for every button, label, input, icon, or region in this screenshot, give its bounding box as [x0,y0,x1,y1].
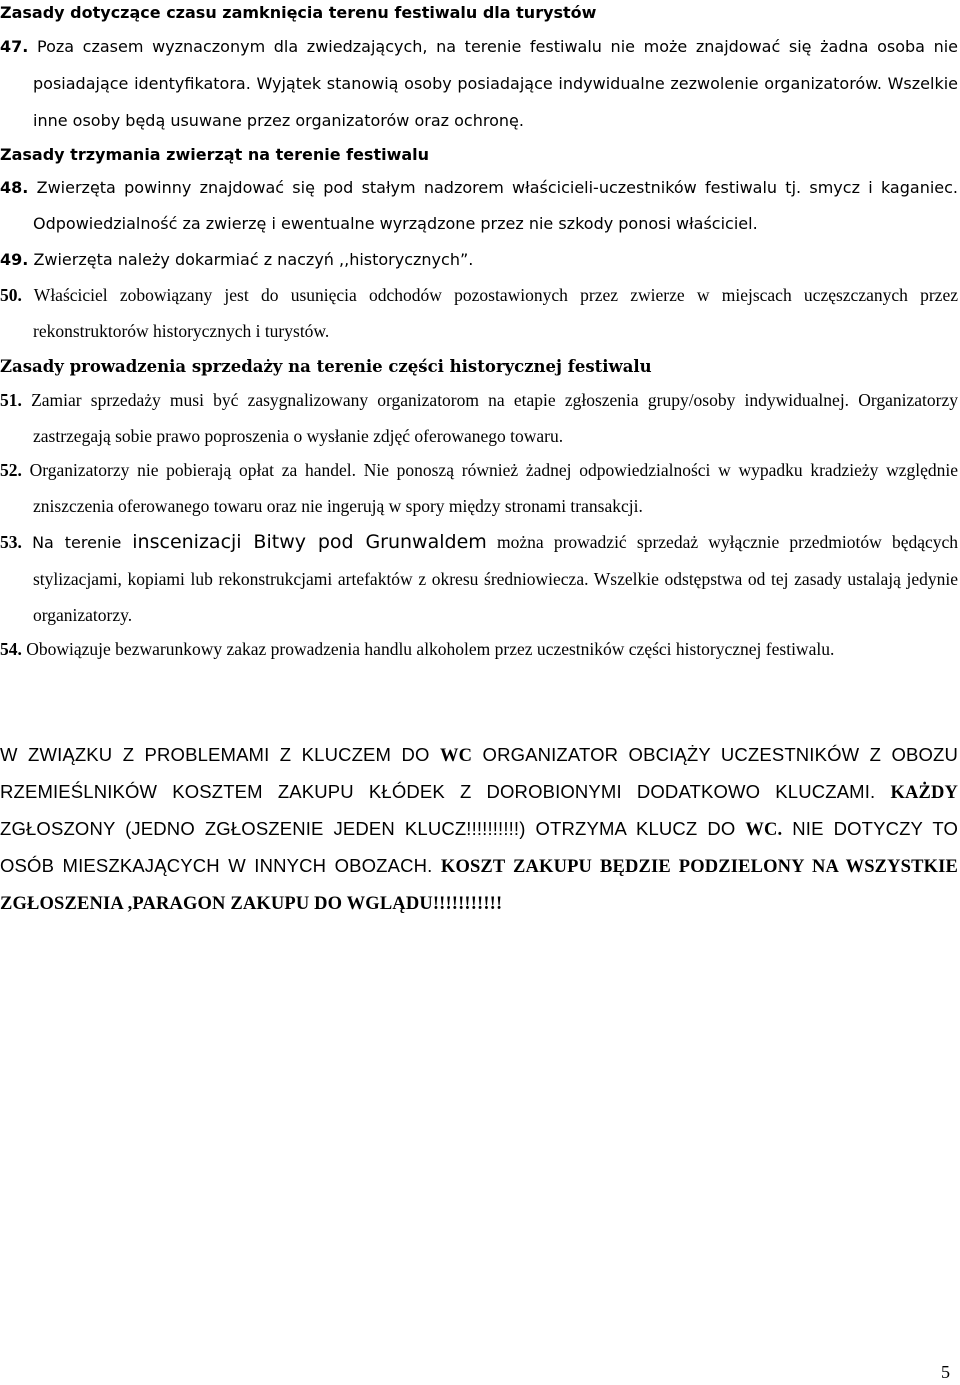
paragraph-54 [0,631,958,667]
paragraph-number: 54. [0,639,22,659]
paragraph-text-highlight: inscenizacji Bitwy pod Grunwaldem [132,531,487,553]
paragraph-text: Zwierzęta należy dokarmiać z naczyń ,,historycznych”. [33,250,474,269]
section-heading-sales: Zasady prowadzenia sprzedaży na terenie części historycznej festiwalu [0,357,652,376]
paragraph-number: 53. [0,532,22,552]
paragraph-51 [0,382,958,454]
paragraph-text: Poza czasem wyznaczonym dla zwiedzających, na terenie festiwalu nie może znajdować się żadna osoba nie posiadające identyfikatora. Wyjątek stanowią osoby posiadające indywidualne zezwolenie organizatorów. Wszelkie inne osoby będą usuwane przez organizatorów oraz ochronę. [33,37,959,130]
paragraph-text: Zamiar sprzedaży musi być zasygnalizowany organizatorom na etapie zgłoszenia grupy/osoby indywidualnej. Organizatorzy zastrzegają sobie prawo poproszenia o wysłanie zdjęć oferowanego towaru. [31,390,959,446]
paragraph-number: 52. [0,460,22,480]
notice-emphasis: KAŻDY [890,783,958,803]
paragraph-50 [0,277,958,349]
notice-text: NIE DOTYCZY TO OSÓB MIESZKAJĄCYCH W INNYCH OBOZACH. [0,818,958,876]
paragraph-text: Obowiązuje bezwarunkowy zakaz prowadzenia handlu alkoholem przez uczestników części historycznej festiwalu. [26,639,835,659]
section-heading-closing-time: Zasady dotyczące czasu zamknięcia terenu festiwalu dla turystów [0,3,597,22]
paragraph-49 [0,242,958,278]
paragraph-number: 48. [0,178,29,197]
notice-emphasis: WC [439,746,473,766]
notice-text: ORGANIZATOR OBCIĄŻY UCZESTNIKÓW Z OBOZU RZEMIEŚLNIKÓW KOSZTEM ZAKUPU KŁÓDEK Z DOROBIONYMI DODATKOWO KLUCZAMI. [0,744,958,802]
paragraph-text: można prowadzić sprzedaż wyłącznie przedmiotów będących stylizacjami, kopiami lub rekonstrukcjami artefaktów z okresu średniowiecza. Wszelkie odstępstwa od tej zasady ustalają jedynie organizatorzy. [33,532,959,625]
section-heading-animals: Zasady trzymania zwierząt na terenie festiwalu [0,145,430,164]
paragraph-text: Zwierzęta powinny znajdować się pod stałym nadzorem właścicieli-uczestników festiwalu tj. smycz i kaganiec. Odpowiedzialność za zwierzę i ewentualne wyrządzone przez nie szkody ponosi właściciel. [33,178,959,233]
notice-emphasis-closing: KOSZT ZAKUPU BĘDZIE PODZIELONY NA WSZYSTKIE ZGŁOSZENIA ,PARAGON ZAKUPU DO WGLĄDU!!!!!!!!!!! [0,857,958,914]
notice-text: W ZWIĄZKU Z PROBLEMAMI Z KLUCZEM DO [0,744,440,765]
paragraph-number: 50. [0,285,22,305]
paragraph-53 [0,524,958,633]
paragraph-number: 47. [0,37,29,56]
page-number: 5 [941,1362,950,1382]
paragraph-47 [0,28,958,139]
paragraph-text-intro: Na terenie [32,533,133,552]
paragraph-number: 51. [0,390,22,410]
paragraph-52 [0,452,958,524]
wc-key-notice [0,737,958,922]
paragraph-number: 49. [0,250,29,269]
notice-emphasis: WC. [745,820,783,840]
paragraph-text: Organizatorzy nie pobierają opłat za handel. Nie ponoszą również żadnej odpowiedzialności w wypadku kradzieży względnie zniszczenia oferowanego towaru oraz nie ingerują w spory między stronami transakcji. [29,460,958,516]
notice-text: ZGŁOSZONY (JEDNO ZGŁOSZENIE JEDEN KLUCZ!!!!!!!!!!) OTRZYMA KLUCZ DO [0,818,746,839]
paragraph-48 [0,170,958,242]
paragraph-text: Właściciel zobowiązany jest do usunięcia odchodów pozostawionych przez zwierze w miejscach uczęszczanych przez rekonstruktorów historycznych i turystów. [33,285,958,341]
